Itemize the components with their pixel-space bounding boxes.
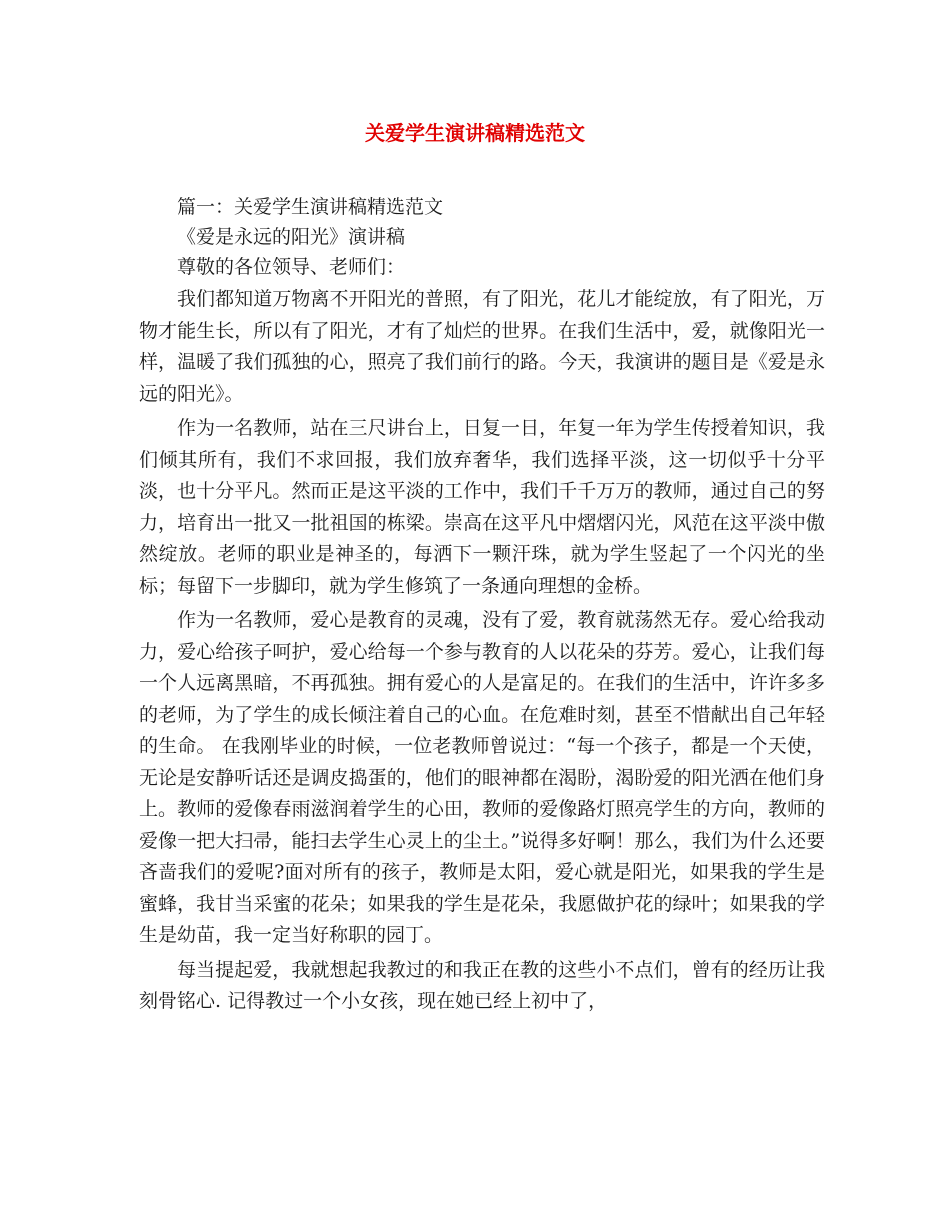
paragraph: 作为一名教师，爱心是教育的灵魂，没有了爱，教育就荡然无存。爱心给我动力，爱心给孩子呵护，爱心给每一个参与教育的人以花朵的芬芳。爱心，让我们每一个人远离黑暗，不再孤独。拥有爱心的人是富足的。在我们的生活中，许许多多的老师，为了学生的成长倾注着自己的心血。在危难时刻，甚至不惜献出自己年轻的生命。 在我刚毕业的时候，一位老教师曾说过：“每一个孩子，都是一个天使，无论是安静听话还是调皮捣蛋的，他们的眼神都在渴盼，渴盼爱的阳光洒在他们身上。教师的爱像春雨滋润着学生的心田，教师的爱像路灯照亮学生的方向，教师的爱像一把大扫帚，能扫去学生心灵上的尘土。”说得多好啊！那么，我们为什么还要吝啬我们的爱呢?面对所有的孩子，教师是太阳，爱心就是阳光，如果我的学生是蜜蜂，我甘当采蜜的花朵；如果我的学生是花朵，我愿做护花的绿叶；如果我的学生是幼苗，我一定当好称职的园丁。 [139, 609, 825, 946]
document-body [139, 192, 825, 1021]
section-heading: 篇一：关爱学生演讲稿精选范文 [177, 196, 444, 218]
document-title: 关爱学生演讲稿精选范文 [365, 121, 585, 145]
paragraph: 我们都知道万物离不开阳光的普照，有了阳光，花儿才能绽放，有了阳光，万物才能生长，所以有了阳光，才有了灿烂的世界。在我们生活中，爱，就像阳光一样，温暖了我们孤独的心，照亮了我们前行的路。今天，我演讲的题目是《爱是永远的阳光》。 [139, 288, 825, 405]
salutation: 尊敬的各位领导、老师们： [177, 256, 406, 278]
speech-title: 《爱是永远的阳光》演讲稿 [177, 226, 406, 248]
paragraph: 每当提起爱，我就想起我教过的和我正在教的这些小不点们，曾有的经历让我刻骨铭心. 记得教过一个小女孩，现在她已经上初中了， [139, 958, 825, 1012]
paragraph: 作为一名教师，站在三尺讲台上，日复一日，年复一年为学生传授着知识，我们倾其所有，我们不求回报，我们放弃奢华，我们选择平淡，这一切似乎十分平淡，也十分平凡。然而正是这平淡的工作中，我们千千万万的教师，通过自己的努力，培育出一批又一批祖国的栋梁。崇高在这平凡中熠熠闪光，风范在这平淡中傲然绽放。老师的职业是神圣的，每洒下一颗汗珠，就为学生竖起了一个闪光的坐标；每留下一步脚印，就为学生修筑了一条通向理想的金桥。 [139, 417, 825, 597]
